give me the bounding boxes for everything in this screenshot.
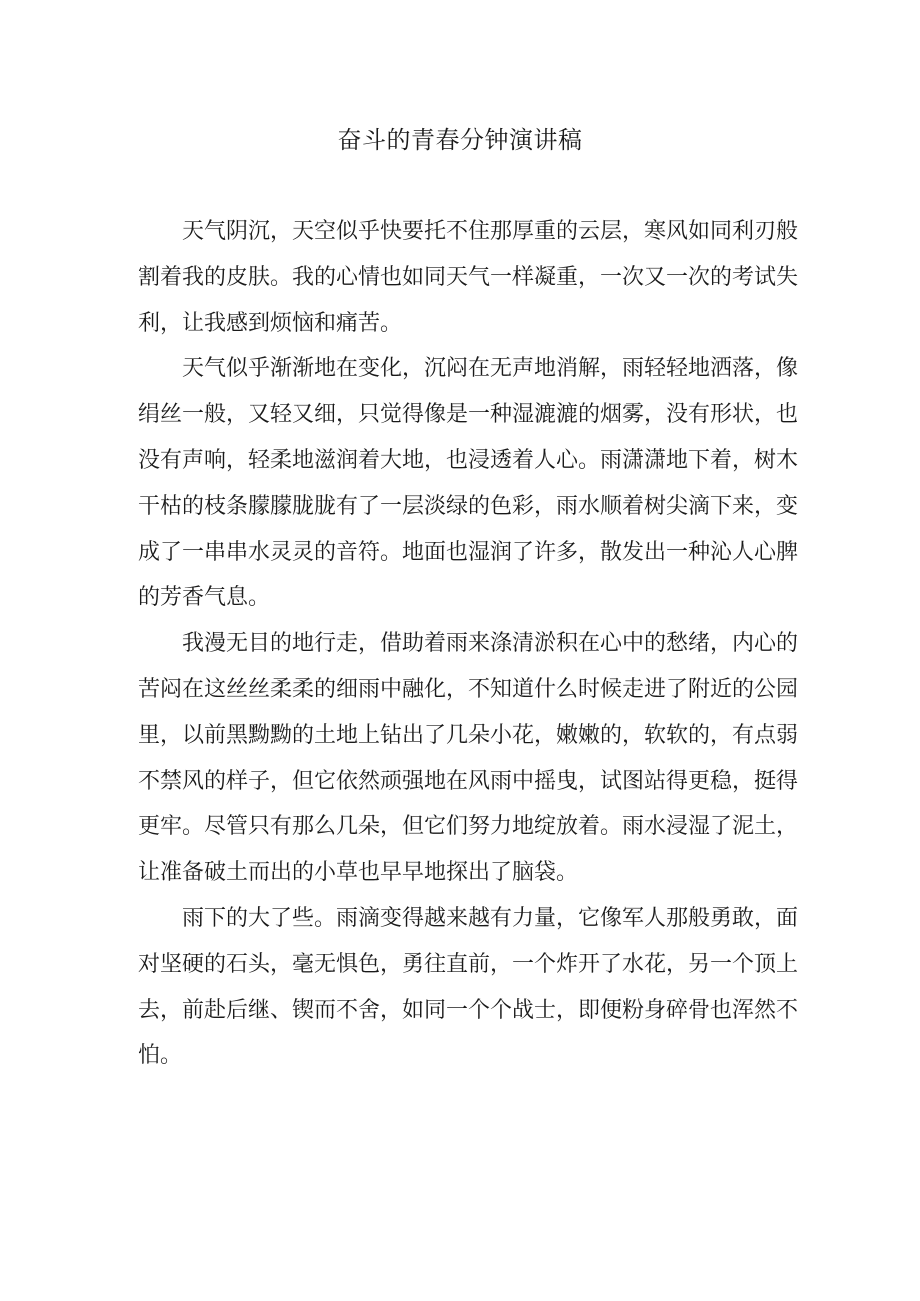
document-body — [138, 209, 798, 1079]
paragraph: 雨下的大了些。雨滴变得越来越有力量，它像军人那般勇敢，面对坚硬的石头，毫无惧色，勇往直前，一个炸开了水花，另一个顶上去，前赴后继、锲而不舍，如同一个个战士，即便粉身碎骨也浑然不怕。 — [138, 905, 799, 1069]
paragraph: 天气阴沉，天空似乎快要托不住那厚重的云层，寒风如同利刃般割着我的皮肤。我的心情也如同天气一样凝重，一次又一次的考试失利，让我感到烦恼和痛苦。 — [138, 219, 799, 336]
paragraph: 天气似乎渐渐地在变化，沉闷在无声地消解，雨轻轻地洒落，像绢丝一般，又轻又细，只觉得像是一种湿漉漉的烟雾，没有形状，也没有声响，轻柔地滋润着大地，也浸透着人心。雨潇潇地下着，树木干枯的枝条朦朦胧胧有了一层淡绿的色彩，雨水顺着树尖滴下来，变成了一串串水灵灵的音符。地面也湿润了许多，散发出一种沁人心脾的芳香气息。 — [138, 356, 799, 611]
paragraph: 我漫无目的地行走，借助着雨来涤清淤积在心中的愁绪，内心的苦闷在这丝丝柔柔的细雨中融化，不知道什么时候走进了附近的公园里，以前黑黝黝的土地上钻出了几朵小花，嫩嫩的，软软的，有点弱不禁风的样子，但它依然顽强地在风雨中摇曳，试图站得更稳，挺得更牢。尽管只有那么几朵，但它们努力地绽放着。雨水浸湿了泥土，让准备破土而出的小草也早早地探出了脑袋。 — [138, 631, 799, 886]
page-title: 奋斗的青春分钟演讲稿 — [337, 126, 583, 154]
